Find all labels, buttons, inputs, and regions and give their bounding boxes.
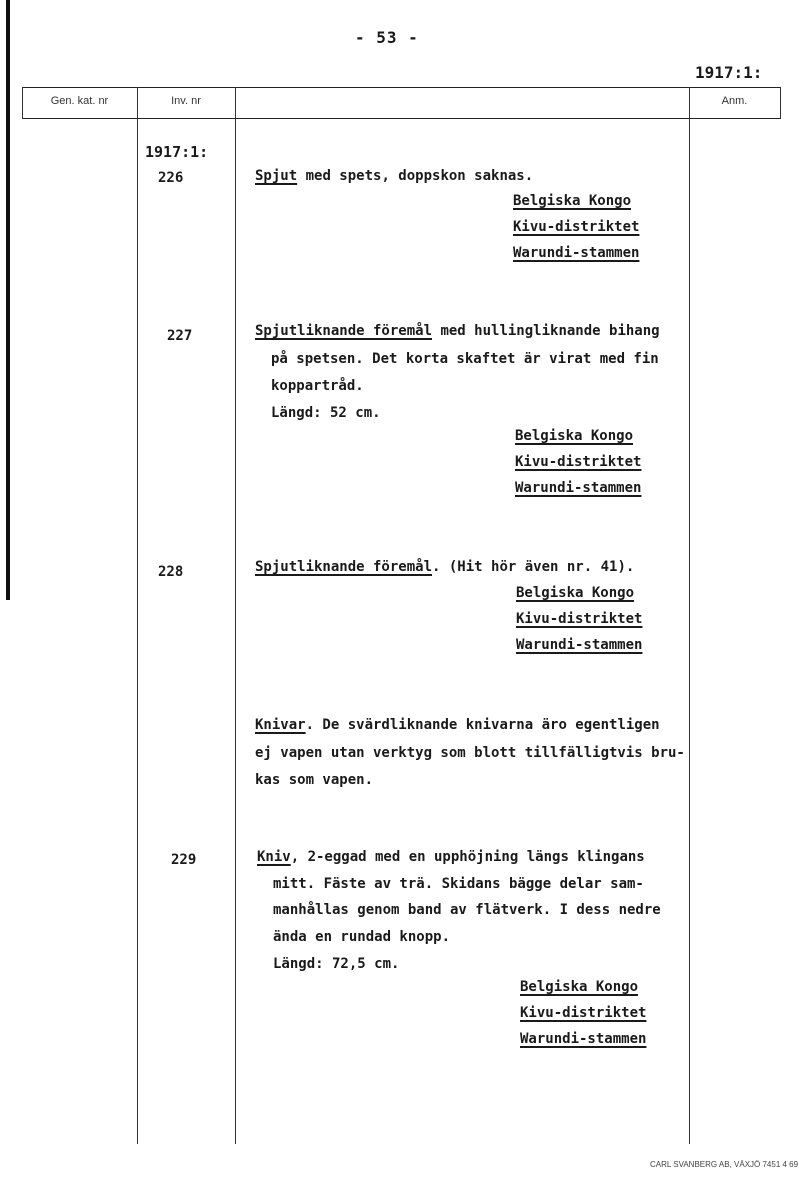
- entry-year: 1917:1:: [145, 143, 209, 161]
- left-margin-bar: [6, 0, 10, 600]
- entry-227-line-1: [255, 323, 660, 339]
- entry-229-country: Belgiska Kongo: [520, 979, 639, 995]
- printer-footer: CARL SVANBERG AB, VÄXJÖ 7451 4 69: [650, 1160, 799, 1169]
- column-header-gen-kat: Gen. kat. nr: [50, 95, 109, 107]
- entry-227-country: Belgiska Kongo: [515, 428, 634, 444]
- inv-number-228: 228: [158, 564, 184, 580]
- entry-227-text-1: med hullingliknande bihang: [432, 323, 660, 339]
- entry-229-text-1: , 2-eggad med en upphöjning längs klingans: [290, 849, 645, 865]
- inv-number-229: 229: [171, 852, 197, 868]
- entry-227-line-3: koppartråd.: [271, 378, 364, 394]
- entry-227-tribe: Warundi-stammen: [515, 480, 642, 496]
- entry-229-line-2: mitt. Fäste av trä. Skidans bägge delar sam-: [273, 876, 644, 892]
- entry-227-length: Längd: 52 cm.: [271, 405, 381, 421]
- page-number: - 53 -: [355, 28, 419, 47]
- entry-229-district: Kivu-distriktet: [520, 1005, 647, 1021]
- column-header-anm: Anm.: [721, 95, 748, 107]
- column-divider-gen-inv: [137, 87, 138, 1144]
- column-divider-inv-text: [235, 87, 236, 1144]
- knivar-text-1: . De svärdliknande knivarna äro egentligen: [305, 717, 660, 733]
- knivar-line-2: ej vapen utan verktyg som blott tillfälligtvis bru-: [255, 745, 685, 761]
- knivar-line-3: kas som vapen.: [255, 772, 374, 788]
- entry-228-line-1: [255, 559, 634, 575]
- header-year: 1917:1:: [695, 63, 763, 82]
- header-bottom-rule: [22, 118, 780, 119]
- column-divider-right: [780, 87, 781, 119]
- column-header-inv: Inv. nr: [171, 95, 201, 107]
- knivar-title: Knivar: [255, 717, 306, 733]
- entry-229-title: Kniv: [257, 849, 291, 865]
- inv-number-227: 227: [167, 328, 193, 344]
- entry-227-line-2: på spetsen. Det korta skaftet är virat med fin: [271, 351, 659, 367]
- entry-226-tribe: Warundi-stammen: [513, 245, 640, 261]
- entry-227-district: Kivu-distriktet: [515, 454, 642, 470]
- entry-226-title: Spjut: [255, 168, 298, 184]
- entry-228-country: Belgiska Kongo: [516, 585, 635, 601]
- entry-229-line-1: [257, 849, 645, 865]
- entry-226-district: Kivu-distriktet: [513, 219, 640, 235]
- column-divider-text-anm: [689, 87, 690, 1144]
- entry-228-title: Spjutliknande föremål: [255, 559, 433, 575]
- entry-228-district: Kivu-distriktet: [516, 611, 643, 627]
- entry-229-line-3: manhållas genom band av flätverk. I dess nedre: [273, 902, 661, 918]
- entry-229-length: Längd: 72,5 cm.: [273, 956, 400, 972]
- entry-226-text: med spets, doppskon saknas.: [297, 168, 534, 184]
- entry-228-tribe: Warundi-stammen: [516, 637, 643, 653]
- entry-226-line-1: [255, 168, 533, 184]
- entry-228-text: . (Hit hör även nr. 41).: [432, 559, 635, 575]
- table-top-rule: [22, 87, 780, 88]
- knivar-line-1: [255, 717, 660, 733]
- entry-226-country: Belgiska Kongo: [513, 193, 632, 209]
- inv-number-226: 226: [158, 170, 184, 186]
- entry-227-title: Spjutliknande föremål: [255, 323, 433, 339]
- entry-229-tribe: Warundi-stammen: [520, 1031, 647, 1047]
- entry-229-line-4: ända en rundad knopp.: [273, 929, 451, 945]
